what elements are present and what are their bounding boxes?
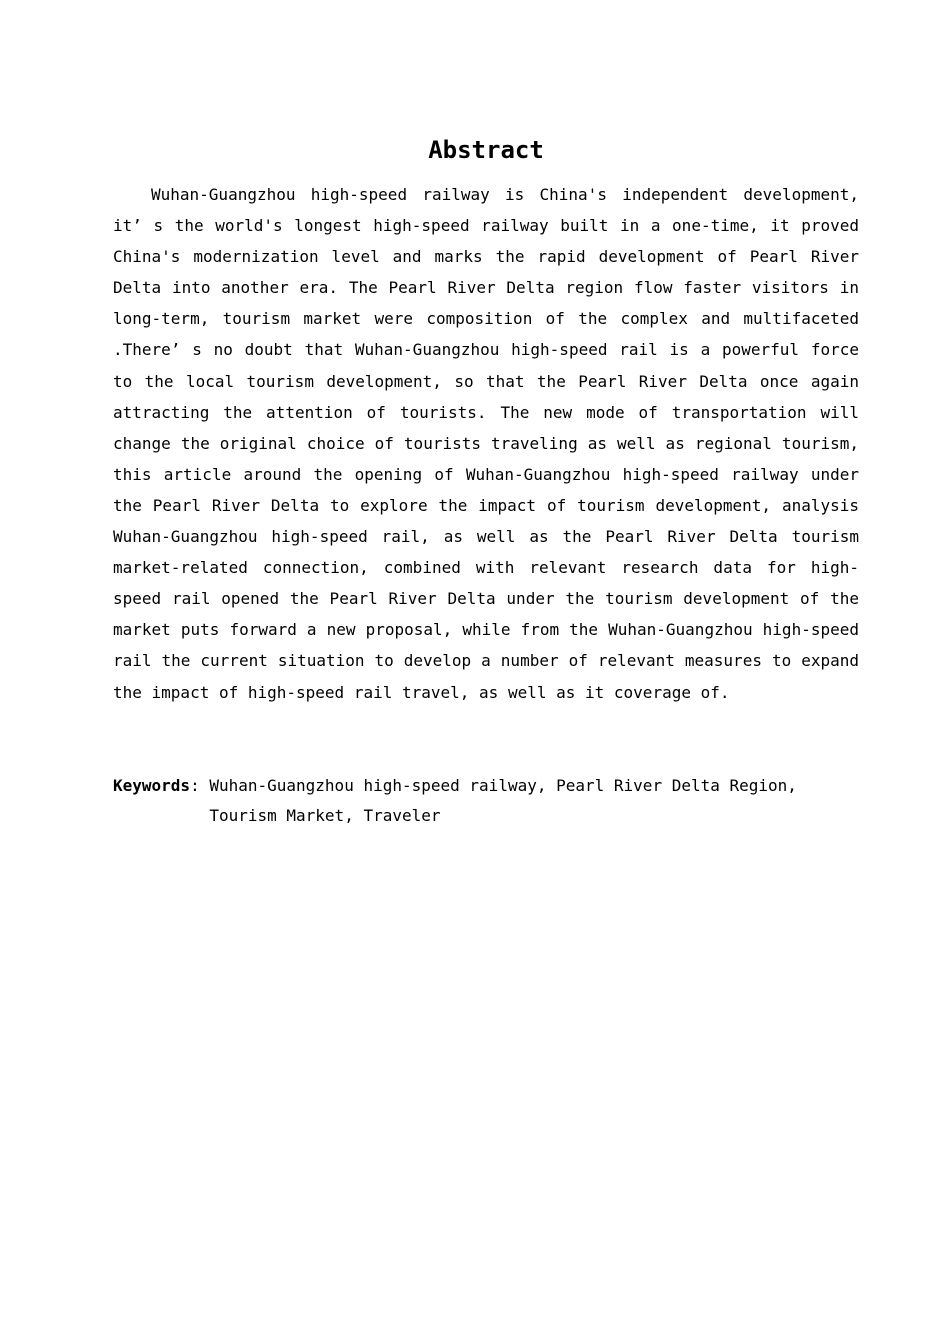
- keywords-separator: :: [190, 776, 210, 795]
- keywords-line: [113, 771, 859, 831]
- abstract-title: Abstract: [428, 136, 544, 164]
- abstract-body: Wuhan-Guangzhou high-speed railway is China's independent development, it’ s the world's longest high-speed railway built in a one-time, it proved China's modernization level and marks the rapid development of Pearl River Delta into another era. The Pearl River Delta region flow faster visitors in long-term, tourism market were composition of the complex and multifaceted .There’ s no doubt that Wuhan-Guangzhou high-speed rail is a powerful force to the local tourism development, so that the Pearl River Delta once again attracting the attention of tourists. The new mode of transportation will change the original choice of tourists traveling as well as regional tourism, this article around the opening of Wuhan-Guangzhou high-speed railway under the Pearl River Delta to explore the impact of tourism development, analysis Wuhan-Guangzhou high-speed rail, as well as the Pearl River Delta tourism market-related connection, combined with relevant research data for high-speed rail opened the Pearl River Delta under the tourism development of the market puts forward a new proposal, while from the Wuhan-Guangzhou high-speed rail the current situation to develop a number of relevant measures to expand the impact of high-speed rail travel, as well as it coverage of.: [113, 185, 859, 702]
- keywords-label: Keywords: [113, 776, 191, 795]
- keywords-text: Wuhan-Guangzhou high-speed railway, Pearl River Delta Region, Tourism Market, Traveler: [209, 776, 797, 825]
